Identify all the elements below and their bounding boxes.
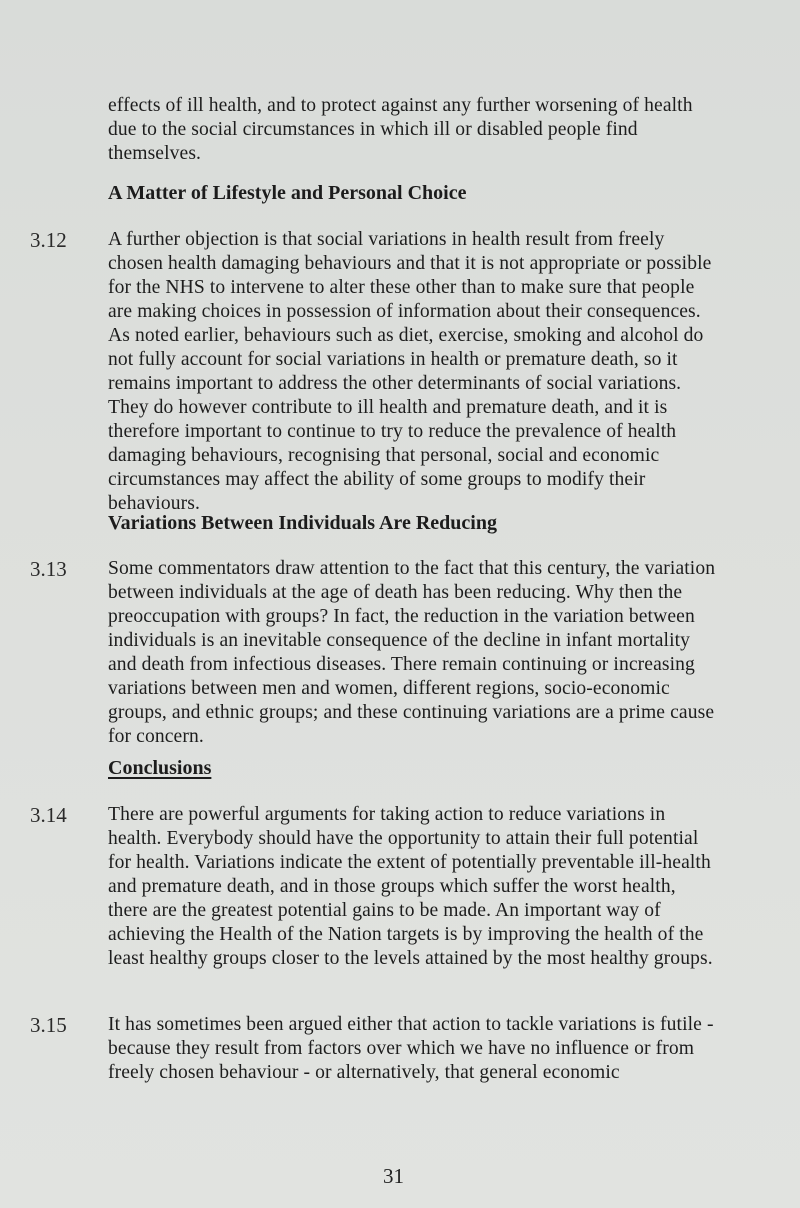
paragraph-3-13: Some commentators draw attention to the fact that this century, the variation between individuals at the age of death has been reducing. Why then the preoccupation with groups? In fact, the reduction in the variation between individuals is an inevitable consequence of the decline in infant mortality and death from infectious diseases. There remain continuing or increasing variations between men and women, different regions, socio-economic groups, and ethnic groups; and these continuing variations are a prime cause for concern. [108,558,716,747]
section-heading-lifestyle: A Matter of Lifestyle and Personal Choice [108,182,467,204]
paragraph-number-3-12: 3.12 [30,228,67,252]
paragraph-number-3-14: 3.14 [30,803,67,827]
intro-paragraph: effects of ill health, and to protect against any further worsening of health due to the social circumstances in which ill or disabled people find themselves. [108,95,693,164]
section-heading-variations: Variations Between Individuals Are Reducing [108,512,497,534]
page-number: 31 [383,1164,404,1188]
paragraph-number-3-13: 3.13 [30,557,67,581]
paragraph-3-15: It has sometimes been argued either that action to tackle variations is futile - because they result from factors over which we have no influence or from freely chosen behaviour - or alternatively, that general economic [108,1014,714,1083]
section-heading-conclusions: Conclusions [108,757,212,779]
paragraph-number-3-15: 3.15 [30,1013,67,1037]
paragraph-3-14: There are powerful arguments for taking action to reduce variations in health. Everybody should have the opportunity to attain their full potential for health. Variations indicate the extent of potentially preventable ill-health and premature death, and in those groups which suffer the worst health, there are the greatest potential gains to be made. An important way of achieving the Health of the Nation targets is by improving the health of the least healthy groups closer to the levels attained by the most healthy groups. [108,804,713,969]
paragraph-3-12: A further objection is that social variations in health result from freely chosen health damaging behaviours and that it is not appropriate or possible for the NHS to intervene to alter these other than to make sure that people are making choices in possession of information about their consequences. As noted earlier, behaviours such as diet, exercise, smoking and alcohol do not fully account for social variations in health or premature death, so it remains important to address the other determinants of social variations. They do however contribute to ill health and premature death, and it is therefore important to continue to try to reduce the prevalence of health damaging behaviours, recognising that personal, social and economic circumstances may affect the ability of some groups to modify their behaviours. [108,229,712,514]
